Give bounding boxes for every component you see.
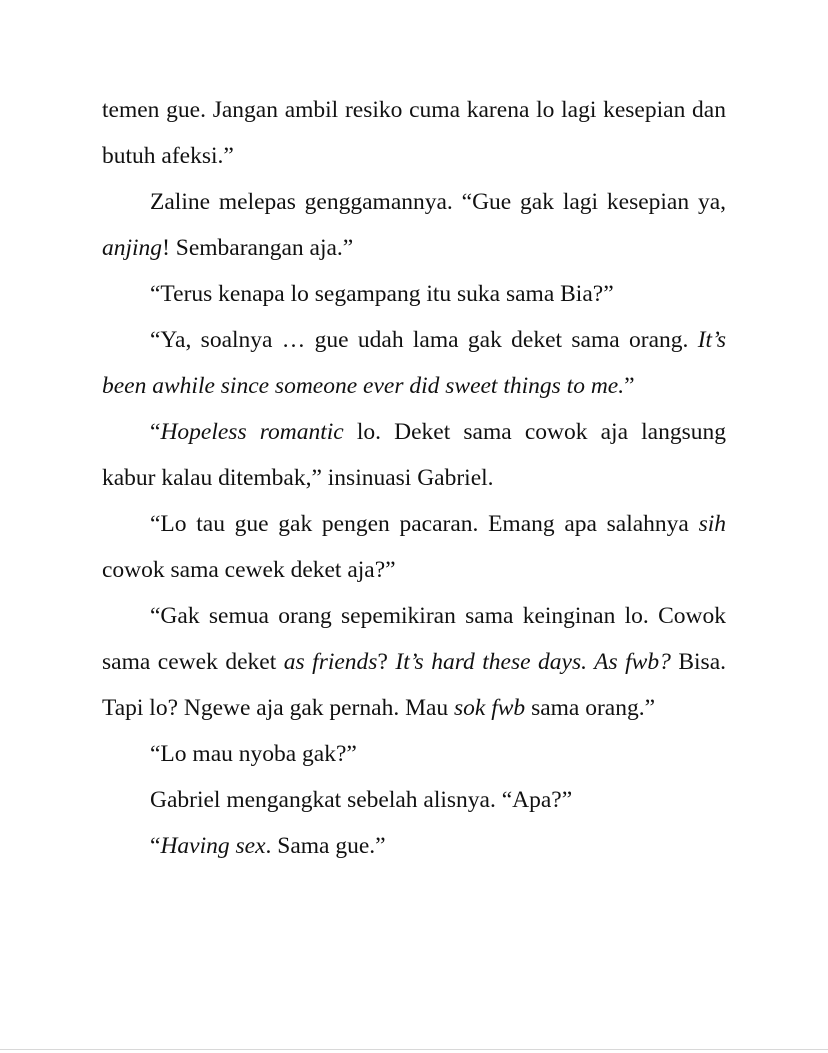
text-segment: “Lo mau nyoba gak?” <box>150 741 357 767</box>
italic-segment: anjing <box>102 235 163 261</box>
text-segment: Gabriel mengangkat sebelah alisnya. “Apa?” <box>150 787 573 813</box>
text-segment: temen gue. Jangan ambil resiko cuma karena lo lagi kesepian dan butuh afeksi.” <box>102 97 726 169</box>
text-segment: “ <box>150 833 161 859</box>
text-segment: ! Sembarangan aja.” <box>162 235 354 261</box>
paragraph <box>102 271 726 317</box>
paragraph <box>102 501 726 593</box>
page-text <box>102 87 726 869</box>
italic-segment: sih <box>698 511 726 537</box>
paragraph <box>102 409 726 501</box>
page-bottom-divider <box>0 1049 828 1050</box>
italic-segment: It’s hard these days. As fwb? <box>395 649 671 675</box>
paragraph <box>102 179 726 271</box>
text-segment: “Terus kenapa lo segampang itu suka sama Bia?” <box>150 281 614 307</box>
text-segment: lo. Deket sama cowok aja langsung kabur kalau ditembak,” insinuasi Gabriel. <box>102 419 726 491</box>
paragraph <box>102 317 726 409</box>
paragraph <box>102 87 726 179</box>
italic-segment: It’s been awhile since someone ever did sweet things to me. <box>102 327 726 399</box>
italic-segment: Hopeless romantic <box>160 419 344 445</box>
text-segment: “ <box>150 419 161 445</box>
italic-segment: sok fwb <box>454 695 526 721</box>
paragraph <box>102 731 726 777</box>
paragraph <box>102 593 726 731</box>
text-segment: ” <box>624 373 635 399</box>
italic-segment: as friends <box>283 649 378 675</box>
text-segment: Bisa. Tapi lo? Ngewe aja gak pernah. Mau <box>102 649 726 721</box>
paragraph <box>102 777 726 823</box>
text-segment: “Gak semua orang sepemikiran sama keinginan lo. Cowok sama cewek deket <box>102 603 726 675</box>
text-segment: Zaline melepas genggamannya. “Gue gak lagi kesepian ya, <box>150 189 726 215</box>
text-segment: “Ya, soalnya … gue udah lama gak deket sama orang. <box>150 327 698 353</box>
italic-segment: Having sex <box>160 833 266 859</box>
text-segment: “Lo tau gue gak pengen pacaran. Emang apa salahnya <box>150 511 699 537</box>
text-segment: . Sama gue.” <box>265 833 386 859</box>
text-segment: ? <box>377 649 396 675</box>
text-segment: sama orang.” <box>525 695 656 721</box>
paragraph <box>102 823 726 869</box>
text-segment: cowok sama cewek deket aja?” <box>102 557 396 583</box>
